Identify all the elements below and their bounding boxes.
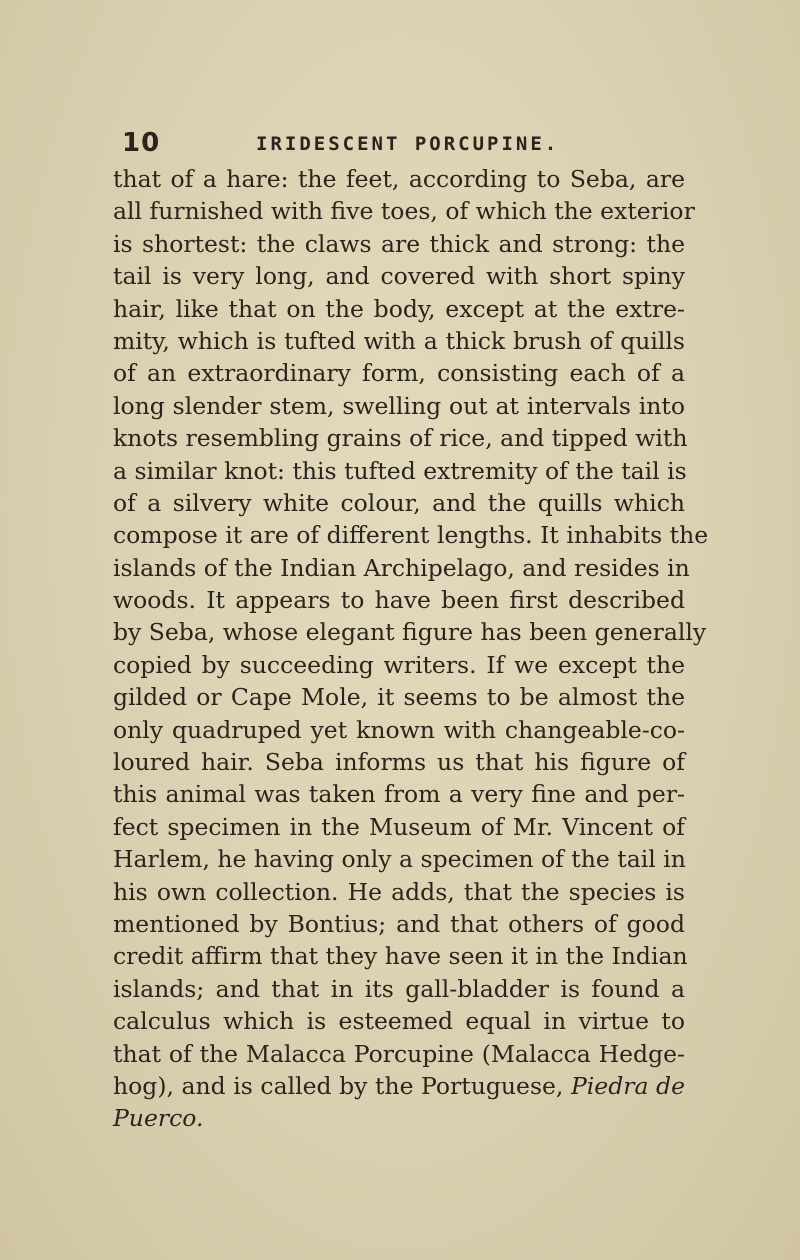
text-line: islands; and that in its gall-bladder is found a: [113, 974, 685, 1003]
text-line: woods. It appears to have been first described: [113, 586, 685, 615]
text-line: of an extraordinary form, consisting each of a: [113, 359, 685, 388]
running-title: IRIDESCENT PORCUPINE.: [256, 133, 560, 155]
text-run: hog), and is called by the Portuguese,: [113, 1071, 571, 1100]
text-line: compose it are of different lengths. It inhabits the: [113, 521, 709, 550]
text-line: credit affirm that they have seen it in the Indian: [113, 942, 688, 971]
text-line-final: Puerco.: [113, 1104, 204, 1133]
text-line: all furnished with five toes, of which the exterior: [113, 197, 695, 226]
text-line: only quadruped yet known with changeable-co-: [113, 715, 685, 744]
text-line: that of the Malacca Porcupine (Malacca Hedge-: [113, 1039, 685, 1068]
text-line: of a silvery white colour, and the quills which: [113, 488, 685, 517]
text-line: by Seba, whose elegant figure has been generally: [113, 618, 707, 647]
text-line: Harlem, he having only a specimen of the tail in: [113, 845, 686, 874]
body-text: [113, 163, 709, 1135]
text-line: mentioned by Bontius; and that others of good: [113, 909, 685, 938]
text-line: fect specimen in the Museum of Mr. Vincent of: [113, 812, 685, 841]
text-line: tail is very long, and covered with short spiny: [113, 262, 685, 291]
text-line: a similar knot: this tufted extremity of the tail is: [113, 456, 687, 485]
text-line: calculus which is esteemed equal in virtue to: [113, 1007, 685, 1036]
text-line: this animal was taken from a very fine and per-: [113, 780, 685, 809]
text-line: mity, which is tufted with a thick brush of quills: [113, 326, 685, 355]
text-line: loured hair. Seba informs us that his figure of: [113, 748, 685, 777]
text-line: copied by succeeding writers. If we except the: [113, 650, 685, 679]
text-line: [113, 1070, 685, 1102]
text-line: gilded or Cape Mole, it seems to be almost the: [113, 683, 685, 712]
text-line: islands of the Indian Archipelago, and resides in: [113, 553, 690, 582]
italic-text-run: Piedra de: [570, 1071, 685, 1100]
running-head: [122, 128, 682, 168]
page-number: 10: [122, 128, 161, 158]
text-line: is shortest: the claws are thick and strong: the: [113, 229, 685, 258]
text-line: his own collection. He adds, that the species is: [113, 877, 685, 906]
text-line: knots resembling grains of rice, and tipped with: [113, 424, 688, 453]
text-line: that of a hare: the feet, according to Seba, are: [113, 165, 685, 193]
text-line: hair, like that on the body, except at the extre-: [113, 294, 685, 323]
text-line: long slender stem, swelling out at intervals into: [113, 391, 685, 420]
